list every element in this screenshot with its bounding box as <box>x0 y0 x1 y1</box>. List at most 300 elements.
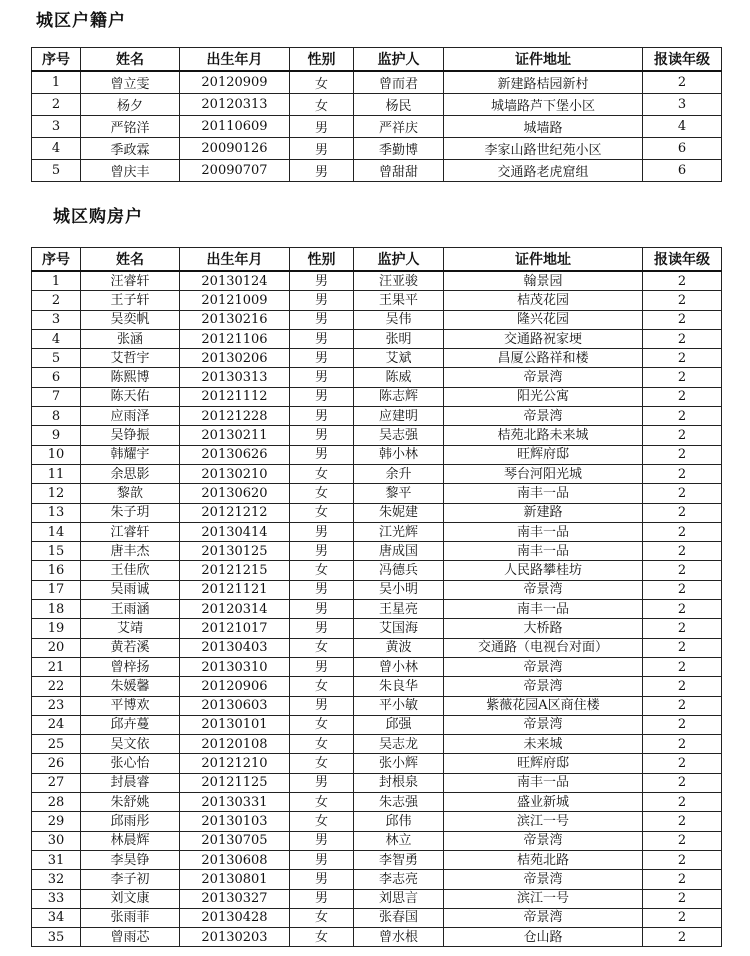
table-cell: 男 <box>290 138 354 160</box>
table-row <box>32 677 722 696</box>
table-cell: 李志亮 <box>354 870 444 889</box>
table-cell: 吴文依 <box>81 735 180 754</box>
column-header: 报读年级 <box>643 48 722 72</box>
table-cell: 张雨菲 <box>81 908 180 927</box>
table-cell: 20130211 <box>180 426 290 445</box>
table-cell: 2 <box>643 715 722 734</box>
table-cell: 曾雨芯 <box>81 928 180 947</box>
table-cell: 20121215 <box>180 561 290 580</box>
table-cell: 滨江一号 <box>444 812 643 831</box>
table-cell: 10 <box>32 445 81 464</box>
table-cell: 8 <box>32 407 81 426</box>
table-cell: 20110609 <box>180 116 290 138</box>
table-row <box>32 329 722 348</box>
table-cell: 2 <box>643 271 722 291</box>
table-cell: 帝景湾 <box>444 870 643 889</box>
table-cell: 2 <box>643 850 722 869</box>
table-cell: 人民路攀桂坊 <box>444 561 643 580</box>
table-cell: 李家山路世纪苑小区 <box>444 138 643 160</box>
table-row <box>32 426 722 445</box>
table-cell: 旺辉府邸 <box>444 754 643 773</box>
table-cell: 刘思言 <box>354 889 444 908</box>
table-cell: 20130403 <box>180 638 290 657</box>
table-cell: 邱雨彤 <box>81 812 180 831</box>
table-header-row <box>32 248 722 272</box>
section-title-homebuyer: 城区购房户 <box>53 207 143 227</box>
table-cell: 32 <box>32 870 81 889</box>
table-cell: 女 <box>290 715 354 734</box>
table-cell: 2 <box>643 464 722 483</box>
table-cell: 女 <box>290 754 354 773</box>
table-cell: 男 <box>290 329 354 348</box>
table-cell: 2 <box>643 310 722 329</box>
table-row <box>32 160 722 182</box>
table-row <box>32 619 722 638</box>
table-cell: 2 <box>643 407 722 426</box>
table-cell: 帝景湾 <box>444 657 643 676</box>
table-cell: 新建路 <box>444 503 643 522</box>
table-cell: 20090707 <box>180 160 290 182</box>
table-cell: 新建路桔园新村 <box>444 71 643 94</box>
table-cell: 帝景湾 <box>444 677 643 696</box>
table-cell: 1 <box>32 271 81 291</box>
table-cell: 男 <box>290 773 354 792</box>
table-cell: 25 <box>32 735 81 754</box>
table-cell: 封晨睿 <box>81 773 180 792</box>
table-row <box>32 638 722 657</box>
table-cell: 朱良华 <box>354 677 444 696</box>
table-cell: 曾庆丰 <box>81 160 180 182</box>
table-cell: 19 <box>32 619 81 638</box>
table-cell: 旺辉府邸 <box>444 445 643 464</box>
table-cell: 严祥庆 <box>354 116 444 138</box>
table-cell: 翰景园 <box>444 271 643 291</box>
table-cell: 王果平 <box>354 291 444 310</box>
table-row <box>32 310 722 329</box>
table-cell: 2 <box>643 831 722 850</box>
table-cell: 20090126 <box>180 138 290 160</box>
table-cell: 20121106 <box>180 329 290 348</box>
column-header: 序号 <box>32 248 81 272</box>
table-cell: 20130124 <box>180 271 290 291</box>
table-cell: 2 <box>643 329 722 348</box>
table-cell: 女 <box>290 928 354 947</box>
table-cell: 2 <box>643 503 722 522</box>
table-row <box>32 870 722 889</box>
table-row <box>32 812 722 831</box>
table-cell: 王子轩 <box>81 291 180 310</box>
table-cell: 隆兴花园 <box>444 310 643 329</box>
table-cell: 汪睿轩 <box>81 271 180 291</box>
table-cell: 3 <box>643 94 722 116</box>
table-cell: 20130626 <box>180 445 290 464</box>
table-cell: 20130327 <box>180 889 290 908</box>
table-cell: 5 <box>32 160 81 182</box>
table-row <box>32 271 722 291</box>
table-cell: 22 <box>32 677 81 696</box>
table-cell: 2 <box>643 773 722 792</box>
table-cell: 20130216 <box>180 310 290 329</box>
table-cell: 桔苑北路未来城 <box>444 426 643 445</box>
table-cell: 20130210 <box>180 464 290 483</box>
table-cell: 大桥路 <box>444 619 643 638</box>
table-cell: 2 <box>643 426 722 445</box>
table-cell: 帝景湾 <box>444 407 643 426</box>
table-cell: 20130608 <box>180 850 290 869</box>
section-title-resident: 城区户籍户 <box>36 11 126 31</box>
table-cell: 城墙路 <box>444 116 643 138</box>
table-cell: 17 <box>32 580 81 599</box>
table-cell: 盛业新城 <box>444 793 643 812</box>
table-cell: 黄波 <box>354 638 444 657</box>
table-cell: 陈天佑 <box>81 387 180 406</box>
table-cell: 交通路（电视台对面） <box>444 638 643 657</box>
table-cell: 女 <box>290 484 354 503</box>
table-cell: 11 <box>32 464 81 483</box>
column-header: 序号 <box>32 48 81 72</box>
table-cell: 滨江一号 <box>444 889 643 908</box>
table-cell: 男 <box>290 657 354 676</box>
table-cell: 李昊铮 <box>81 850 180 869</box>
table-cell: 南丰一品 <box>444 773 643 792</box>
table-cell: 女 <box>290 735 354 754</box>
table-row <box>32 464 722 483</box>
table-cell: 黎平 <box>354 484 444 503</box>
table-cell: 20130103 <box>180 812 290 831</box>
table-row <box>32 94 722 116</box>
table-row <box>32 754 722 773</box>
table-cell: 杨夕 <box>81 94 180 116</box>
table-cell: 杨民 <box>354 94 444 116</box>
table-cell: 男 <box>290 619 354 638</box>
table-cell: 3 <box>32 310 81 329</box>
table-cell: 应雨泽 <box>81 407 180 426</box>
table-cell: 4 <box>643 116 722 138</box>
table-row <box>32 696 722 715</box>
table-cell: 韩耀宇 <box>81 445 180 464</box>
table-cell: 女 <box>290 638 354 657</box>
table-cell: 16 <box>32 561 81 580</box>
table-cell: 28 <box>32 793 81 812</box>
table-cell: 2 <box>643 657 722 676</box>
table-cell: 黄若溪 <box>81 638 180 657</box>
table-cell: 2 <box>643 291 722 310</box>
table-cell: 33 <box>32 889 81 908</box>
table-cell: 20120906 <box>180 677 290 696</box>
table-cell: 2 <box>643 368 722 387</box>
table-cell: 邱强 <box>354 715 444 734</box>
table-cell: 琴台河阳光城 <box>444 464 643 483</box>
table-cell: 2 <box>643 870 722 889</box>
table-cell: 2 <box>643 793 722 812</box>
table-cell: 6 <box>643 160 722 182</box>
table-row <box>32 407 722 426</box>
table-row <box>32 715 722 734</box>
table-cell: 20 <box>32 638 81 657</box>
table-cell: 陈熙博 <box>81 368 180 387</box>
table-row <box>32 889 722 908</box>
column-header: 性别 <box>290 48 354 72</box>
table-cell: 2 <box>643 484 722 503</box>
table-cell: 2 <box>643 696 722 715</box>
table-cell: 4 <box>32 329 81 348</box>
table-cell: 男 <box>290 349 354 368</box>
table-cell: 20130313 <box>180 368 290 387</box>
table-cell: 31 <box>32 850 81 869</box>
table-cell: 20130428 <box>180 908 290 927</box>
table-cell: 帝景湾 <box>444 715 643 734</box>
homebuyer-table <box>31 247 722 947</box>
table-cell: 余升 <box>354 464 444 483</box>
table-cell: 女 <box>290 94 354 116</box>
table-cell: 2 <box>643 600 722 619</box>
table-cell: 城墙路芦下堡小区 <box>444 94 643 116</box>
table-row <box>32 387 722 406</box>
table-cell: 20121210 <box>180 754 290 773</box>
table-cell: 紫薇花园A区商住楼 <box>444 696 643 715</box>
column-header: 监护人 <box>354 48 444 72</box>
table-cell: 4 <box>32 138 81 160</box>
table-cell: 20121121 <box>180 580 290 599</box>
column-header: 出生年月 <box>180 248 290 272</box>
table-cell: 6 <box>32 368 81 387</box>
table-cell: 2 <box>643 754 722 773</box>
table-cell: 平小敏 <box>354 696 444 715</box>
table-cell: 20121212 <box>180 503 290 522</box>
table-cell: 吴志龙 <box>354 735 444 754</box>
table-cell: 男 <box>290 387 354 406</box>
table-cell: 2 <box>643 735 722 754</box>
table-cell: 曾水根 <box>354 928 444 947</box>
table-cell: 朱妮建 <box>354 503 444 522</box>
table-cell: 2 <box>643 928 722 947</box>
table-cell: 2 <box>643 580 722 599</box>
table-cell: 男 <box>290 580 354 599</box>
table-row <box>32 580 722 599</box>
table-cell: 20121009 <box>180 291 290 310</box>
table-cell: 男 <box>290 850 354 869</box>
table-cell: 李智勇 <box>354 850 444 869</box>
table-cell: 季政霖 <box>81 138 180 160</box>
table-cell: 艾国海 <box>354 619 444 638</box>
table-cell: 男 <box>290 368 354 387</box>
table-cell: 20130206 <box>180 349 290 368</box>
table-cell: 女 <box>290 71 354 94</box>
table-cell: 未来城 <box>444 735 643 754</box>
table-cell: 张涵 <box>81 329 180 348</box>
table-cell: 男 <box>290 445 354 464</box>
table-cell: 帝景湾 <box>444 368 643 387</box>
table-cell: 张春国 <box>354 908 444 927</box>
table-cell: 阳光公寓 <box>444 387 643 406</box>
table-cell: 唐丰杰 <box>81 542 180 561</box>
table-cell: 吴小明 <box>354 580 444 599</box>
table-cell: 24 <box>32 715 81 734</box>
table-cell: 男 <box>290 831 354 850</box>
table-cell: 江睿轩 <box>81 522 180 541</box>
table-row <box>32 561 722 580</box>
table-cell: 20130331 <box>180 793 290 812</box>
table-cell: 严铭洋 <box>81 116 180 138</box>
table-cell: 男 <box>290 870 354 889</box>
table-cell: 朱舒姚 <box>81 793 180 812</box>
table-cell: 南丰一品 <box>444 484 643 503</box>
column-header: 监护人 <box>354 248 444 272</box>
table-cell: 曾梓扬 <box>81 657 180 676</box>
table-cell: 20120909 <box>180 71 290 94</box>
table-cell: 2 <box>643 638 722 657</box>
table-cell: 20130101 <box>180 715 290 734</box>
table-cell: 20120108 <box>180 735 290 754</box>
table-cell: 艾斌 <box>354 349 444 368</box>
table-row <box>32 522 722 541</box>
table-cell: 曾立雯 <box>81 71 180 94</box>
table-cell: 陈威 <box>354 368 444 387</box>
table-cell: 20121112 <box>180 387 290 406</box>
table-cell: 帝景湾 <box>444 580 643 599</box>
table-row <box>32 657 722 676</box>
table-cell: 昌厦公路祥和楼 <box>444 349 643 368</box>
table-row <box>32 291 722 310</box>
table-row <box>32 116 722 138</box>
table-cell: 2 <box>32 291 81 310</box>
table-row <box>32 368 722 387</box>
table-cell: 20130125 <box>180 542 290 561</box>
table-cell: 女 <box>290 561 354 580</box>
table-cell: 14 <box>32 522 81 541</box>
table-cell: 2 <box>643 561 722 580</box>
table-cell: 13 <box>32 503 81 522</box>
table-cell: 林晨辉 <box>81 831 180 850</box>
table-cell: 曾小林 <box>354 657 444 676</box>
table-cell: 26 <box>32 754 81 773</box>
table-cell: 吴雨诚 <box>81 580 180 599</box>
table-cell: 王星亮 <box>354 600 444 619</box>
resident-table <box>31 47 722 182</box>
table-cell: 21 <box>32 657 81 676</box>
table-cell: 7 <box>32 387 81 406</box>
column-header: 姓名 <box>81 248 180 272</box>
table-cell: 男 <box>290 407 354 426</box>
table-cell: 男 <box>290 271 354 291</box>
table-cell: 20130203 <box>180 928 290 947</box>
table-cell: 18 <box>32 600 81 619</box>
table-cell: 5 <box>32 349 81 368</box>
table-cell: 女 <box>290 908 354 927</box>
table-cell: 吴奕帆 <box>81 310 180 329</box>
table-cell: 邱伟 <box>354 812 444 831</box>
column-header: 报读年级 <box>643 248 722 272</box>
table-cell: 吴志强 <box>354 426 444 445</box>
table-cell: 帝景湾 <box>444 908 643 927</box>
table-cell: 女 <box>290 812 354 831</box>
table-row <box>32 928 722 947</box>
table-cell: 黎歆 <box>81 484 180 503</box>
table-cell: 9 <box>32 426 81 445</box>
table-cell: 陈志辉 <box>354 387 444 406</box>
table-cell: 20130620 <box>180 484 290 503</box>
table-row <box>32 793 722 812</box>
table-cell: 应建明 <box>354 407 444 426</box>
table-cell: 2 <box>643 812 722 831</box>
column-header: 出生年月 <box>180 48 290 72</box>
table-row <box>32 349 722 368</box>
table-header-row <box>32 48 722 72</box>
table-cell: 34 <box>32 908 81 927</box>
table-cell: 2 <box>643 387 722 406</box>
table-cell: 6 <box>643 138 722 160</box>
column-header: 证件地址 <box>444 248 643 272</box>
table-cell: 韩小林 <box>354 445 444 464</box>
table-row <box>32 445 722 464</box>
table-cell: 曾甜甜 <box>354 160 444 182</box>
table-row <box>32 600 722 619</box>
table-cell: 20121228 <box>180 407 290 426</box>
table-cell: 男 <box>290 160 354 182</box>
table-cell: 交通路祝家埂 <box>444 329 643 348</box>
table-cell: 20130414 <box>180 522 290 541</box>
table-cell: 刘文康 <box>81 889 180 908</box>
table-cell: 男 <box>290 600 354 619</box>
table-cell: 南丰一品 <box>444 522 643 541</box>
table-cell: 男 <box>290 291 354 310</box>
table-cell: 朱媛馨 <box>81 677 180 696</box>
table-cell: 桔茂花园 <box>444 291 643 310</box>
table-cell: 江光辉 <box>354 522 444 541</box>
column-header: 性别 <box>290 248 354 272</box>
table-cell: 季勤博 <box>354 138 444 160</box>
table-cell: 2 <box>643 542 722 561</box>
table-cell: 男 <box>290 542 354 561</box>
table-cell: 女 <box>290 464 354 483</box>
table-cell: 唐成国 <box>354 542 444 561</box>
table-cell: 女 <box>290 503 354 522</box>
table-cell: 男 <box>290 116 354 138</box>
table-cell: 20120314 <box>180 600 290 619</box>
table-cell: 23 <box>32 696 81 715</box>
table-cell: 封根泉 <box>354 773 444 792</box>
table-cell: 3 <box>32 116 81 138</box>
table-cell: 艾哲宇 <box>81 349 180 368</box>
table-row <box>32 484 722 503</box>
table-cell: 20130705 <box>180 831 290 850</box>
table-cell: 交通路老虎窟组 <box>444 160 643 182</box>
table-cell: 女 <box>290 677 354 696</box>
table-row <box>32 850 722 869</box>
table-cell: 张小辉 <box>354 754 444 773</box>
table-cell: 20121125 <box>180 773 290 792</box>
table-cell: 艾靖 <box>81 619 180 638</box>
table-cell: 20120313 <box>180 94 290 116</box>
table-cell: 女 <box>290 793 354 812</box>
table-cell: 男 <box>290 889 354 908</box>
table-cell: 27 <box>32 773 81 792</box>
table-cell: 男 <box>290 696 354 715</box>
table-row <box>32 71 722 94</box>
table-cell: 2 <box>643 619 722 638</box>
table-cell: 2 <box>643 908 722 927</box>
table-cell: 张明 <box>354 329 444 348</box>
table-cell: 20130310 <box>180 657 290 676</box>
table-cell: 20130801 <box>180 870 290 889</box>
table-row <box>32 542 722 561</box>
table-cell: 2 <box>643 445 722 464</box>
table-cell: 2 <box>643 889 722 908</box>
table-cell: 邱卉蔓 <box>81 715 180 734</box>
table-cell: 平博欢 <box>81 696 180 715</box>
table-cell: 汪亚骏 <box>354 271 444 291</box>
table-cell: 男 <box>290 310 354 329</box>
